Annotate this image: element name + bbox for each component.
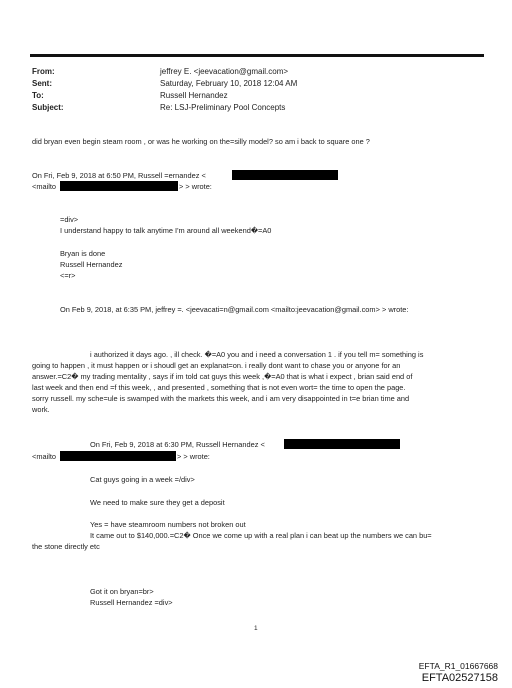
text-run: i authorized it days ago. , ill check. [90,350,203,359]
reply-line: did bryan even begin steam room , or was he working on the=silly model? so am i back to square one ? [32,137,370,146]
redaction-block [60,181,178,191]
quote-wrote-3: > > wrote: [177,452,210,461]
text-run: =A0 that is what i expect , brian said end of [271,372,413,381]
text-run: my trading mentality , says if im told cat guys this week , [78,372,265,381]
redaction-block [284,439,400,449]
bates-id-primary: EFTA_R1_01667668 [418,661,498,671]
sent-label: Sent: [32,79,52,88]
br-tag: <=r> [60,271,76,280]
message-line: Got it on bryan=br> [90,587,154,596]
text-run: Once we come up with a real plan i can beat up the numbers we can bu= [190,531,432,540]
message-line: Bryan is done [60,249,106,258]
from-label: From: [32,67,55,76]
redaction-block [60,451,176,461]
replacement-glyph: � [71,373,79,381]
paragraph-line: last week and then end =f this week, , and presented , something that is not even wort= the time to open the page. [32,383,406,392]
subject-value: Re: LSJ-Preliminary Pool Concepts [160,103,286,112]
message-line: Yes = have steamroom numbers not broken out [90,520,246,529]
message-line [60,225,271,237]
to-label: To: [32,91,44,100]
text-run: =A0 you and i need a conversation 1 . if you tell m= something is [211,350,424,359]
message-text-end: =A0 [258,226,272,235]
signature: Russell Hernandez =div> [90,598,173,607]
header-rule [30,54,484,57]
replacement-glyph: � [250,227,258,235]
bates-id-secondary: EFTA02527158 [421,672,498,684]
quote-header-3: On Fri, Feb 9, 2018 at 6:30 PM, Russell Hernandez < [90,440,265,449]
quote-header-2: On Feb 9, 2018, at 6:35 PM, jeffrey =. <jeevacati=n@gmail.com <mailto:jeevacation@gmail.com> > wrote: [60,305,409,314]
paragraph-line: going to happen , it must happen or i shoudl get an explanat=on. i really dont want to chase you or anyone for an [32,361,401,370]
from-value: jeffrey E. <jeevacation@gmail.com> [160,67,289,76]
subject-label: Subject: [32,103,64,112]
replacement-glyph: � [204,351,212,359]
page-number: 1 [254,625,258,632]
message-line: We need to make sure they get a deposit [90,498,225,507]
paragraph-line: sorry russell. my sche=ule is swamped with the markets this week, and i am very disappointed in t=e brian time and [32,394,410,403]
text-run: It came out to $140,000.=C2 [90,531,184,540]
replacement-glyph: � [264,373,272,381]
to-value: Russell Hernandez [160,91,228,100]
message-text: I understand happy to talk anytime I'm around all weekend [60,226,251,235]
quote-header-1: On Fri, Feb 9, 2018 at 6:50 PM, Russell =ernandez < [32,171,206,180]
message-line: Cat guys going in a week =/div> [90,475,195,484]
div-tag: =div> [60,215,79,224]
signature: Russell Hernandez [60,260,123,269]
message-line: the stone directly etc [32,542,100,551]
message-line [90,530,432,542]
quote-wrote-1: > > wrote: [179,182,212,191]
sent-value: Saturday, February 10, 2018 12:04 AM [160,79,298,88]
replacement-glyph: � [183,532,191,540]
redaction-block [232,170,338,180]
quote-mailto-1: <mailto [32,182,57,191]
text-run: answer.=C2 [32,372,72,381]
quote-mailto-3: <mailto [32,452,57,461]
paragraph-line: work. [32,405,50,414]
